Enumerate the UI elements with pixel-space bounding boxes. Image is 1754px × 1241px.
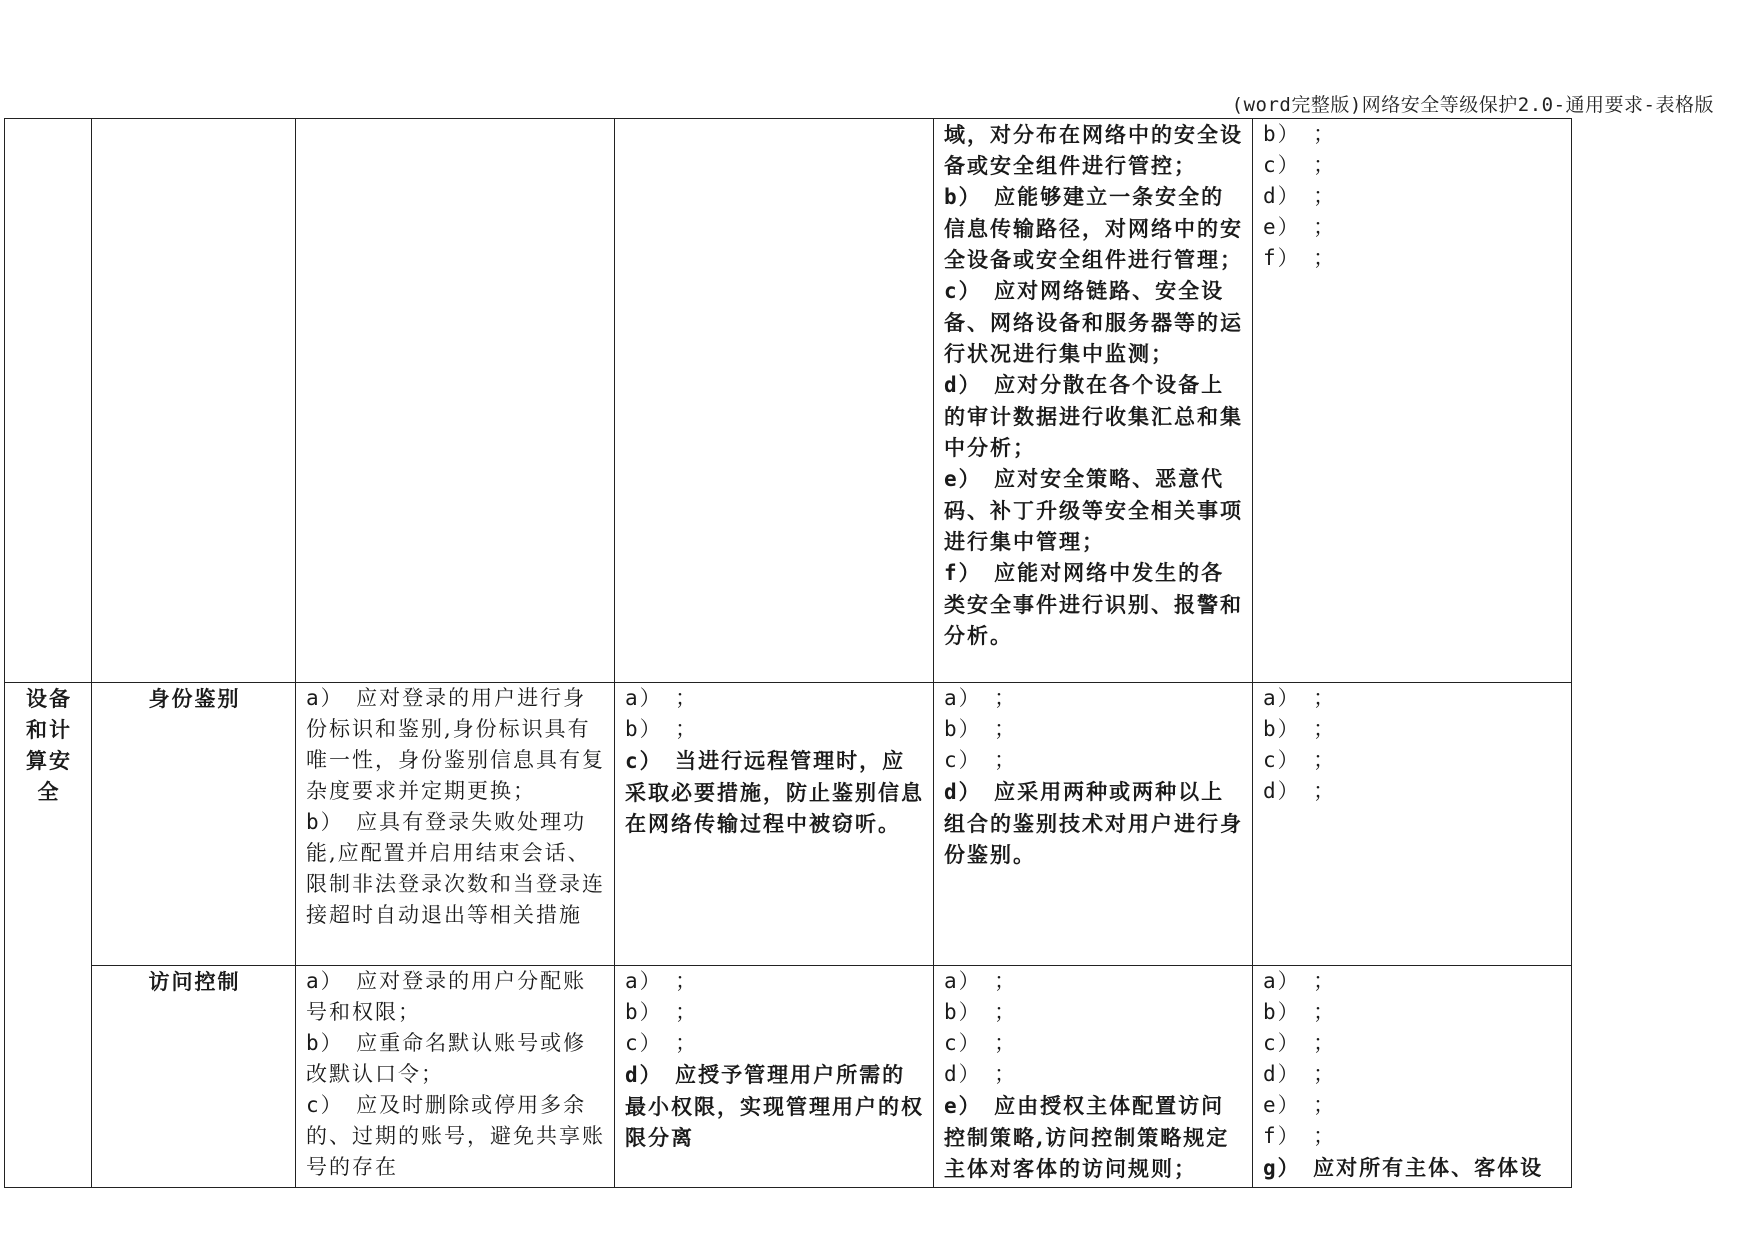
item-text: ； (675, 717, 699, 741)
requirement-item (944, 275, 1244, 369)
item-text: ； (675, 1031, 699, 1055)
cell-level4 (1253, 119, 1572, 683)
item-label: a） (625, 686, 663, 710)
item-text: 域，对分布在网络中的安全设备或安全组件进行管控； (944, 122, 1243, 178)
requirement-item (625, 1028, 925, 1059)
item-text: ； (994, 686, 1018, 710)
item-label: e） (1263, 1093, 1301, 1117)
item-label: g） (1263, 1156, 1301, 1180)
item-text: 应具有登录失败处理功能,应配置并启用结束会话、限制非法登录次数和当登录连接超时自动退出等相关措施 (306, 810, 605, 927)
requirement-item (1263, 714, 1563, 745)
item-label: a） (1263, 969, 1301, 993)
requirement-item (944, 1059, 1244, 1090)
item-label: a） (944, 686, 982, 710)
item-label: b） (944, 185, 982, 209)
item-text: ； (994, 748, 1018, 772)
item-text: ； (675, 686, 699, 710)
item-label: b） (944, 1000, 982, 1024)
item-text: 当进行远程管理时，应采取必要措施，防止鉴别信息在网络传输过程中被窃听。 (625, 748, 924, 836)
cell-level3 (934, 683, 1253, 966)
subcategory-access-control: 访问控制 (92, 966, 296, 1188)
item-text: ； (994, 1062, 1018, 1086)
requirement-item (944, 683, 1244, 714)
item-text: ； (675, 1000, 699, 1024)
requirement-item (944, 463, 1244, 557)
item-text: ； (994, 1000, 1018, 1024)
cell-level1 (296, 683, 615, 966)
requirement-item (1263, 181, 1563, 212)
cell-level2 (615, 683, 934, 966)
item-text: ； (1313, 153, 1337, 177)
item-label: b） (1263, 717, 1301, 741)
requirement-item (625, 966, 925, 997)
item-text: 应重命名默认账号或修改默认口令； (306, 1031, 587, 1086)
requirement-item (1263, 997, 1563, 1028)
item-text: ； (1313, 686, 1337, 710)
item-label: f） (1263, 246, 1301, 270)
item-label: c） (1263, 748, 1301, 772)
requirement-item (944, 369, 1244, 463)
requirement-item (1263, 119, 1563, 150)
item-label: e） (944, 467, 982, 491)
requirement-item (1263, 1152, 1563, 1184)
requirement-item (1263, 1028, 1563, 1059)
document-header: (word完整版)网络安全等级保护2.0-通用要求-表格版 (1231, 94, 1714, 116)
requirement-item (1263, 1059, 1563, 1090)
item-label: f） (944, 561, 982, 585)
requirement-item (306, 807, 606, 931)
item-text: 应对安全策略、恶意代码、补丁升级等安全相关事项进行集中管理； (944, 466, 1243, 554)
requirement-item (1263, 966, 1563, 997)
requirement-item (944, 1090, 1244, 1184)
item-text: ； (1313, 969, 1337, 993)
requirement-item (1263, 212, 1563, 243)
item-label: c） (1263, 153, 1301, 177)
requirement-item (1263, 150, 1563, 181)
item-label: d） (944, 780, 982, 804)
item-text: ； (994, 717, 1018, 741)
requirement-item (944, 997, 1244, 1028)
item-label: d） (944, 1062, 982, 1086)
cell-level4 (1253, 966, 1572, 1188)
item-text: ； (1313, 1031, 1337, 1055)
requirement-item (944, 181, 1244, 275)
item-text: ； (1313, 1062, 1337, 1086)
item-label: b） (625, 1000, 663, 1024)
item-label: c） (944, 748, 982, 772)
requirement-item (306, 1090, 606, 1183)
requirement-item (944, 966, 1244, 997)
item-text: ； (1313, 1093, 1337, 1117)
item-text: 应由授权主体配置访问控制策略,访问控制策略规定主体对客体的访问规则； (944, 1093, 1230, 1181)
item-label: b） (1263, 122, 1301, 146)
requirements-table (4, 118, 1572, 1188)
item-label: c） (625, 749, 663, 773)
requirement-item (625, 745, 925, 839)
item-label: a） (625, 969, 663, 993)
requirement-item (625, 714, 925, 745)
item-text: 应及时删除或停用多余的、过期的账号，避免共享账号的存在 (306, 1093, 605, 1179)
item-text: ； (675, 969, 699, 993)
item-text: ； (1313, 122, 1337, 146)
item-label: d） (1263, 779, 1301, 803)
item-label: d） (1263, 1062, 1301, 1086)
cell-sub-empty (92, 119, 296, 683)
item-text: ； (1313, 1000, 1337, 1024)
requirement-item (944, 557, 1244, 651)
item-text: ； (1313, 1124, 1337, 1148)
requirement-item (944, 745, 1244, 776)
item-text: ； (994, 969, 1018, 993)
cell-level3 (934, 119, 1253, 683)
item-label: f） (1263, 1124, 1301, 1148)
item-label: c） (944, 1031, 982, 1055)
item-text: 应对登录的用户分配账号和权限； (306, 969, 587, 1024)
subcategory-identity: 身份鉴别 (92, 683, 296, 966)
item-text: ； (1313, 779, 1337, 803)
requirement-item (944, 1028, 1244, 1059)
requirement-item (625, 997, 925, 1028)
cell-level1-empty (296, 119, 615, 683)
cell-level1 (296, 966, 615, 1188)
item-text: ； (1313, 184, 1337, 208)
item-text: ； (1313, 748, 1337, 772)
item-text: 应能对网络中发生的各类安全事件进行识别、报警和分析。 (944, 560, 1243, 648)
item-label: b） (625, 717, 663, 741)
cell-level3 (934, 966, 1253, 1188)
requirement-item (306, 1028, 606, 1090)
item-label: a） (1263, 686, 1301, 710)
requirement-item (1263, 776, 1563, 807)
table-row-identity (5, 683, 1572, 966)
requirement-item (625, 683, 925, 714)
item-label: b） (1263, 1000, 1301, 1024)
item-text: ； (994, 1031, 1018, 1055)
item-label: e） (1263, 215, 1301, 239)
requirement-item (1263, 745, 1563, 776)
item-label: a） (944, 969, 982, 993)
category-cell: 设备和计算安全 (5, 683, 92, 1188)
item-text: 应对网络链路、安全设备、网络设备和服务器等的运行状况进行集中监测； (944, 278, 1243, 366)
item-text: ； (1313, 246, 1337, 270)
item-label: e） (944, 1094, 982, 1118)
item-label: b） (306, 810, 344, 834)
requirement-item (306, 966, 606, 1028)
item-text: ； (1313, 215, 1337, 239)
cell-level2-empty (615, 119, 934, 683)
item-label: a） (306, 969, 344, 993)
item-text: 应能够建立一条安全的信息传输路径，对网络中的安全设备或安全组件进行管理； (944, 184, 1243, 272)
item-label: d） (1263, 184, 1301, 208)
item-label: d） (944, 373, 982, 397)
item-label: c） (1263, 1031, 1301, 1055)
requirement-item (625, 1059, 925, 1153)
item-text: 应采用两种或两种以上组合的鉴别技术对用户进行身份鉴别。 (944, 779, 1243, 867)
item-label: a） (306, 686, 344, 710)
requirement-item (944, 776, 1244, 870)
item-label: c） (625, 1031, 663, 1055)
item-text: ； (1313, 717, 1337, 741)
table-row-continuation (5, 119, 1572, 683)
item-label: b） (944, 717, 982, 741)
cell-category-empty (5, 119, 92, 683)
item-text: 应对登录的用户进行身份标识和鉴别,身份标识具有唯一性，身份鉴别信息具有复杂度要求并定期更换； (306, 686, 605, 803)
cell-level4 (1253, 683, 1572, 966)
item-label: c） (306, 1093, 344, 1117)
item-label: c） (944, 279, 982, 303)
item-text: 应对分散在各个设备上的审计数据进行收集汇总和集中分析； (944, 372, 1243, 460)
requirement-item (1263, 1090, 1563, 1121)
requirement-item (944, 714, 1244, 745)
table-row-access-control (5, 966, 1572, 1188)
requirement-item (1263, 1121, 1563, 1152)
item-label: d） (625, 1063, 663, 1087)
item-text: 应对所有主体、客体设 (1313, 1155, 1544, 1180)
item-label: b） (306, 1031, 344, 1055)
cell-level2 (615, 966, 934, 1188)
requirement-item (1263, 683, 1563, 714)
requirement-item (944, 119, 1244, 181)
requirement-item (1263, 243, 1563, 274)
requirement-item (306, 683, 606, 807)
item-text: 应授予管理用户所需的最小权限，实现管理用户的权限分离 (625, 1062, 924, 1150)
